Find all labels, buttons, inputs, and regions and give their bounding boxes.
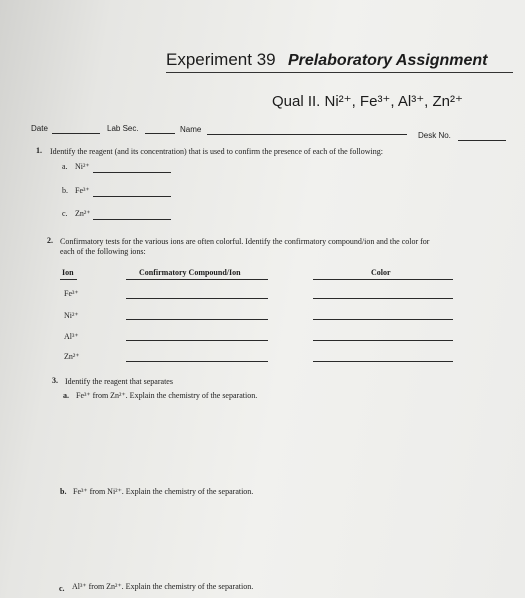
compound-answer-field[interactable] xyxy=(126,340,268,341)
color-answer-field[interactable] xyxy=(313,361,453,362)
color-answer-field[interactable] xyxy=(313,340,453,341)
q3-text: Identify the reagent that separates xyxy=(65,377,173,386)
q1-item-letter: c. xyxy=(62,209,68,218)
lab-sec-label: Lab Sec. xyxy=(107,124,139,133)
lab-sec-field[interactable] xyxy=(145,133,175,134)
date-field[interactable] xyxy=(52,133,100,134)
table-row-ion: Ni²⁺ xyxy=(64,311,79,320)
compound-header-underline xyxy=(126,279,268,280)
table-row-ion: Fe³⁺ xyxy=(64,289,79,298)
qual-subtitle: Qual II. Ni²⁺, Fe³⁺, Al³⁺, Zn²⁺ xyxy=(272,93,463,110)
q1-item-letter: b. xyxy=(62,186,68,195)
name-field[interactable] xyxy=(207,134,407,135)
title-underline xyxy=(166,72,513,73)
color-answer-field[interactable] xyxy=(313,319,453,320)
q1-item-ion: Zn²⁺ xyxy=(75,209,91,218)
q1b-answer-field[interactable] xyxy=(93,196,171,197)
experiment-title: Experiment 39 xyxy=(166,50,276,69)
compound-answer-field[interactable] xyxy=(126,361,268,362)
q3a-answer-area[interactable] xyxy=(60,404,500,480)
column-header-ion: Ion xyxy=(62,268,74,277)
desk-no-field[interactable] xyxy=(458,140,506,141)
column-header-compound: Confirmatory Compound/Ion xyxy=(139,268,241,277)
table-row-ion: Al³⁺ xyxy=(64,332,79,341)
q1c-answer-field[interactable] xyxy=(93,219,171,220)
compound-answer-field[interactable] xyxy=(126,319,268,320)
q1-item-ion: Fe³⁺ xyxy=(75,186,90,195)
q3-item-letter: b. xyxy=(60,487,67,496)
column-header-color: Color xyxy=(371,268,391,277)
date-label: Date xyxy=(31,124,48,133)
q1-item-ion: Ni²⁺ xyxy=(75,162,90,171)
q3-item-text: Fe³⁺ from Ni²⁺. Explain the chemistry of the separation. xyxy=(73,487,254,496)
table-row-ion: Zn²⁺ xyxy=(64,352,80,361)
q2-text-line2: each of the following ions: xyxy=(60,247,146,256)
compound-answer-field[interactable] xyxy=(126,298,268,299)
q1-item-letter: a. xyxy=(62,162,68,171)
q1-number: 1. xyxy=(36,146,42,155)
desk-no-label: Desk No. xyxy=(418,131,451,140)
q3-item-text: Fe³⁺ from Zn²⁺. Explain the chemistry of the separation. xyxy=(76,391,258,400)
q3-item-letter: a. xyxy=(63,391,69,400)
q2-number: 2. xyxy=(47,236,53,245)
q3-number: 3. xyxy=(52,376,58,385)
ion-header-underline xyxy=(60,279,77,280)
name-label: Name xyxy=(180,125,202,134)
q1a-answer-field[interactable] xyxy=(93,172,171,173)
q2-text-line1: Confirmatory tests for the various ions are often colorful. Identify the confirmatory compound/ion and the color for xyxy=(60,237,430,246)
q3-item-letter: c. xyxy=(59,584,65,593)
color-answer-field[interactable] xyxy=(313,298,453,299)
q3b-answer-area[interactable] xyxy=(60,500,500,574)
assignment-title: Prelaboratory Assignment xyxy=(288,52,488,69)
q3-item-text: Al³⁺ from Zn²⁺. Explain the chemistry of the separation. xyxy=(72,582,254,591)
q1-text: Identify the reagent (and its concentration) that is used to confirm the presence of each of the following: xyxy=(50,147,383,156)
color-header-underline xyxy=(313,279,453,280)
